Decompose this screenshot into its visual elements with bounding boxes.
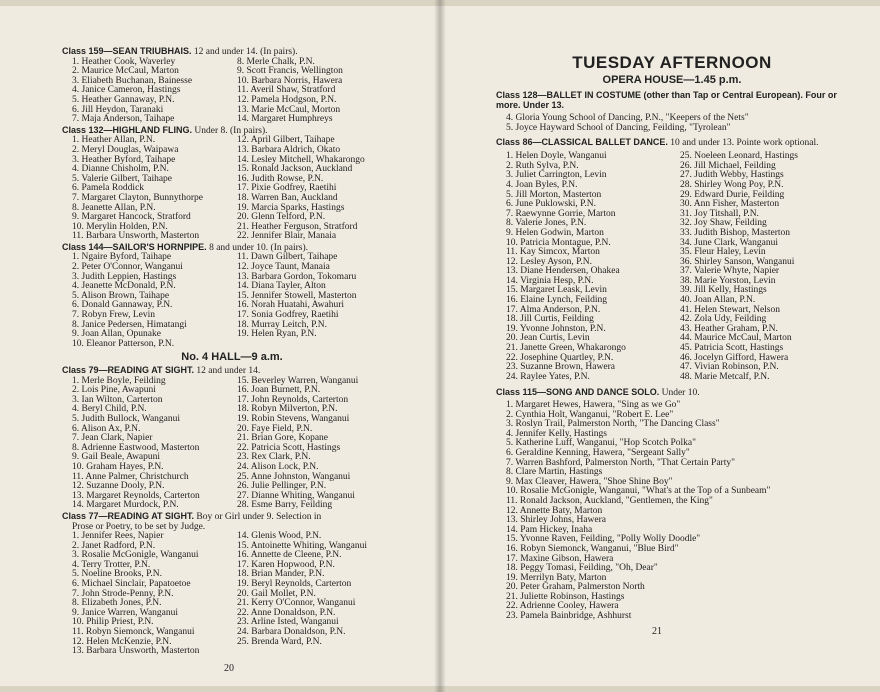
entry-column-2 — [227, 532, 402, 657]
entry-item: 11. Barbara Unsworth, Masterton — [72, 231, 200, 242]
entry-item: 19. Marcia Sparks, Hastings — [237, 202, 345, 213]
entry-item: 2. Maurice McCaul, Marton — [72, 66, 179, 77]
entry-item: 13. Barbara Aldrich, Okato — [237, 144, 341, 155]
entry-item: 21. Janette Green, Whakarongo — [506, 343, 626, 354]
entry-item: 34. June Clark, Wanganui — [680, 237, 779, 248]
entry-item: 21. Kerry O'Connor, Wanganui — [237, 598, 356, 609]
entry-item: 28. Shirley Wong Poy, P.N. — [680, 179, 784, 190]
entry-item: 8. Janice Pedersen, Himatangi — [72, 319, 187, 330]
entry-item: 28. Esme Barry, Feilding — [237, 500, 333, 511]
entry-item: 4. Beryl Child, P.N. — [72, 404, 147, 415]
entry-item: 12. Annette Baty, Marton — [506, 505, 603, 516]
entry-item: 3. Roslyn Trail, Palmerston North, "The Dancing Class" — [506, 419, 720, 430]
entry-item: 11. Kay Simcox, Marton — [506, 247, 600, 258]
entry-column-2 — [227, 377, 402, 511]
class-note: Under 10. — [659, 388, 700, 399]
entry-item: 22. Jennifer Blair, Manaia — [237, 231, 337, 242]
entry-item: 15. Antoinette Whiting, Wanganui — [237, 540, 368, 551]
class-title-text: Class 79—READING AT SIGHT. — [62, 365, 195, 375]
entry-item: 20. Peter Graham, Palmerston North — [506, 582, 645, 593]
entry-item: 7. Jean Clark, Napier — [72, 433, 153, 444]
entry-item: 16. Elaine Lynch, Feilding — [506, 295, 608, 306]
entry-item: 6. Jill Heydon, Taranaki — [72, 104, 164, 115]
entry-item: 10. Graham Hayes, P.N. — [72, 461, 164, 472]
class-title — [496, 388, 848, 399]
entry-item: 18. Brian Mander, P.N. — [237, 569, 325, 580]
entry-columns — [496, 152, 848, 382]
entry-item: 13. Marie McCaul, Morton — [237, 104, 341, 115]
entry-item: 13. Margaret Reynolds, Carterton — [72, 490, 200, 501]
entry-item: 16. Norah Huatahi, Awahuri — [237, 300, 345, 311]
entry-item: 2. Ruth Sylva, P.N. — [506, 160, 579, 171]
entry-item: 11. Averil Shaw, Stratford — [237, 85, 336, 96]
entry-item: 16. Annette de Cleene, P.N. — [237, 550, 342, 561]
entry-item: 1. Jennifer Rees, Napier — [72, 531, 164, 542]
page-number-left: 20 — [224, 663, 234, 674]
page-number-right: 21 — [652, 626, 662, 637]
entry-item: 2. Cynthia Holt, Wanganui, "Robert E. Lee" — [506, 409, 674, 420]
entry-item: 7. Raewynne Gorrie, Marton — [506, 208, 616, 219]
right-page-content — [496, 53, 848, 622]
entry-item: 18. Peggy Tomasi, Feilding, "Oh, Dear" — [506, 563, 658, 574]
class-title-text: Class 132—HIGHLAND FLING. — [62, 124, 193, 135]
class-title — [62, 366, 402, 377]
entry-item: 8. Jeanette Allan, P.N. — [72, 202, 156, 213]
entry-item: 15. Margaret Leask, Levin — [506, 285, 607, 296]
entry-item: 15. Jennifer Stowell, Masterton — [237, 290, 357, 301]
entry-item: 11. Dawn Gilbert, Taihape — [237, 252, 338, 263]
entry-item: 35. Fleur Haley, Levin — [680, 247, 766, 258]
entry-item: 10. Barbara Norris, Hawera — [237, 75, 343, 86]
entry-item: 3. Rosalie McGonigle, Wanganui — [72, 550, 199, 561]
day-heading: TUESDAY AFTERNOON — [572, 53, 772, 72]
entry-item: 5. Judith Bullock, Wanganui — [72, 413, 181, 424]
entry-item: 5. Valerie Gilbert, Taihape — [72, 173, 173, 184]
entry-item: 23. Suzanne Brown, Hawera — [506, 362, 615, 373]
entry-item: 15. Beverley Warren, Wanganui — [237, 375, 359, 386]
entry-item: 21. Heather Ferguson, Stratford — [237, 221, 358, 232]
entry-item: 23. Arline Isted, Wanganui — [237, 617, 339, 628]
entry-item: 22. Josephine Quartley, P.N. — [506, 352, 614, 363]
entry-item: 11. Anne Palmer, Christchurch — [72, 471, 189, 482]
entry-item: 24. Barbara Donaldson, P.N. — [237, 627, 346, 638]
entry-item: 14. Lesley Mitchell, Whakarongo — [237, 154, 365, 165]
entry-columns — [62, 136, 402, 242]
entry-item: 8. Merle Chalk, P.N. — [237, 56, 315, 67]
entry-item: 33. Judith Bishop, Masterton — [680, 227, 791, 238]
class-note: Under 8. (In pairs). — [192, 125, 268, 136]
entry-column-1 — [62, 253, 227, 349]
entry-item: 7. Margaret Clayton, Bunnythorpe — [72, 192, 203, 203]
entry-item: 13. Barbara Unsworth, Masterton — [72, 646, 200, 657]
entry-item: 48. Marie Metcalf, P.N. — [680, 371, 770, 382]
entry-item: 19. Yvonne Johnston, P.N. — [506, 323, 606, 334]
entry-item: 1. Heather Cook, Waverley — [72, 56, 176, 67]
entry-item: 2. Janet Radford, P.N. — [72, 540, 156, 551]
entry-item: 9. Gail Beale, Awapuni — [72, 452, 161, 463]
entry-item: 37. Valerie Whyte, Napier — [680, 266, 780, 277]
entry-item: 17. Karen Hopwood, P.N. — [237, 559, 335, 570]
entry-item: 29. Edward Durie, Feilding — [680, 189, 785, 200]
entry-item: 25. Noeleen Leonard, Hastings — [680, 151, 798, 162]
entry-item: 17. John Reynolds, Carterton — [237, 394, 349, 405]
entry-item: 3. Ian Wilton, Carterton — [72, 394, 163, 405]
entry-item: 41. Helen Stewart, Nelson — [680, 304, 780, 315]
venue-heading: OPERA HOUSE—1.45 p.m. — [602, 73, 742, 86]
entry-item: 6. Geraldine Kenning, Hawera, "Sergeant Sally" — [506, 447, 690, 458]
entry-item: 45. Patricia Scott, Hastings — [680, 343, 784, 354]
entry-item: 23. Rex Clark, P.N. — [237, 452, 311, 463]
entry-item: 12. April Gilbert, Taihape — [237, 135, 335, 146]
entry-item: 15. Yvonne Raven, Feilding, "Polly Wolly Doodle" — [506, 534, 701, 545]
entry-item: 12. Suzanne Dooly, P.N. — [72, 481, 165, 492]
right-page — [440, 6, 880, 686]
entry-item: 30. Ann Fisher, Masterton — [680, 199, 780, 210]
entry-item: 3. Juliet Carrington, Levin — [506, 170, 607, 181]
entry-column-1 — [62, 136, 227, 242]
entry-item: 19. Robin Stevens, Wanganui — [237, 413, 350, 424]
entry-item: 14. Virginia Hesp, P.N. — [506, 275, 594, 286]
entry-item: 2. Meryl Douglas, Waipawa — [72, 144, 179, 155]
entry-item: 16. Joan Burnett, P.N. — [237, 385, 321, 396]
class-title-text: Class 128—BALLET IN COSTUME — [496, 90, 642, 101]
entry-item: 23. Pamela Bainbridge, Ashhurst — [506, 611, 632, 622]
entry-item: 18. Robyn Milverton, P.N. — [237, 404, 338, 415]
entry-item: 6. Donald Gannaway, P.N. — [72, 300, 173, 311]
entry-item: 10. Rosalie McGonigle, Wanganui, "What's at the Top of a Sunbeam" — [506, 486, 771, 497]
class-note: (other than Tap or Central European). Four or more. Under 13. — [496, 90, 837, 110]
entry-item: 4. Joan Byles, P.N. — [506, 179, 578, 190]
entry-item: 22. Adrienne Cooley, Hawera — [506, 601, 619, 612]
entry-item: 20. Glenn Telford, P.N. — [237, 212, 326, 223]
entry-item: 31. Joy Titshall, P.N. — [680, 208, 759, 219]
entry-item: 10. Eleanor Patterson, P.N. — [72, 338, 175, 349]
entry-item: 18. Murray Leitch, P.N. — [237, 319, 327, 330]
entry-item: 7. John Strode-Penny, P.N. — [72, 588, 174, 599]
class-title-text: Class 86—CLASSICAL BALLET DANCE. — [496, 136, 668, 147]
entry-item: 4. Terry Trotter, P.N. — [72, 559, 151, 570]
entry-item: 10. Philip Priest, P.N. — [72, 617, 154, 628]
entry-item: 40. Joan Allan, P.N. — [680, 295, 756, 306]
entry-item: 7. Warren Bashford, Palmerston North, "That Certain Party" — [506, 457, 735, 468]
entry-item: 14. Diana Tayler, Alton — [237, 281, 326, 292]
entry-item: 2. Lois Pine, Awapuni — [72, 385, 156, 396]
entry-item: 8. Clare Martin, Hastings — [506, 467, 603, 478]
entry-item: 20. Gail Mollet, P.N. — [237, 588, 316, 599]
entry-item: 44. Maurice McCaul, Marton — [680, 333, 792, 344]
class-title-text: Class 159—SEAN TRIUBHAIS. — [62, 46, 192, 56]
entry-item: 4. Gloria Young School of Dancing, P.N., "Keepers of the Nets" — [506, 113, 749, 124]
entry-item: 27. Judith Webby, Hastings — [680, 170, 784, 181]
entry-item: 12. Helen McKenzie, P.N. — [72, 636, 172, 647]
entry-item: 6. Michael Sinclair, Papatoetoe — [72, 579, 191, 590]
entry-item: 22. Patricia Scott, Hastings — [237, 442, 341, 453]
entry-columns — [62, 58, 402, 125]
entry-item: 9. Joan Allan, Opunake — [72, 329, 161, 340]
entry-item: 13. Diane Hendersen, Ohakea — [506, 266, 620, 277]
entry-column-2 — [227, 136, 402, 242]
entry-item: 1. Ngaire Byford, Taihape — [72, 252, 172, 263]
entry-item: 42. Zola Udy, Feilding — [680, 314, 767, 325]
entry-item: 17. Pixie Godfrey, Raetihi — [237, 183, 337, 194]
entry-item: 14. Pam Hickey, Inaha — [506, 524, 593, 535]
entry-item: 14. Margaret Humphreys — [237, 114, 333, 125]
entry-item: 24. Raylee Yates, P.N. — [506, 371, 590, 382]
book-gutter — [434, 0, 446, 692]
entry-item: 3. Heather Byford, Taihape — [72, 154, 176, 165]
entry-item: 32. Joy Shaw, Feilding — [680, 218, 767, 229]
entry-item: 47. Vivian Robinson, P.N. — [680, 362, 779, 373]
class-title — [62, 47, 402, 58]
entry-column-2 — [227, 253, 402, 349]
class-title-text: Class 144—SAILOR'S HORNPIPE. — [62, 241, 207, 252]
entry-item: 4. Jennifer Kelly, Hastings — [506, 428, 607, 439]
entry-item: 46. Jocelyn Gifford, Hawera — [680, 352, 789, 363]
entry-item: 5. Jill Morton, Masterton — [506, 189, 602, 200]
entry-item: 9. Scott Francis, Wellington — [237, 66, 343, 77]
left-page-content — [62, 46, 402, 657]
entry-item: 19. Beryl Reynolds, Carterton — [237, 579, 352, 590]
entry-item: 6. June Puklowski, P.N. — [506, 199, 596, 210]
entry-item: 22. Anne Donaldson, P.N. — [237, 607, 336, 618]
entry-item: 14. Glenis Wood, P.N. — [237, 531, 322, 542]
entry-item: 9. Janice Warren, Wanganui — [72, 607, 179, 618]
entry-column-2 — [227, 58, 402, 125]
entry-columns — [62, 377, 402, 511]
entry-item: 4. Dianne Chisholm, P.N. — [72, 164, 169, 175]
class-title — [62, 512, 402, 523]
entry-item: 8. Elizabeth Jones, P.N. — [72, 598, 162, 609]
class-title — [496, 138, 848, 149]
entry-item: 8. Valerie Jones, P.N. — [506, 218, 587, 229]
entry-item: 18. Warren Ban, Auckland — [237, 192, 338, 203]
entry-item: 18. Jill Curtis, Feilding — [506, 314, 594, 325]
entry-item: 12. Pamela Hodgson, P.N. — [237, 94, 337, 105]
entry-item: 4. Janice Cameron, Hastings — [72, 85, 181, 96]
entry-item: 25. Brenda Ward, P.N. — [237, 636, 322, 647]
entry-item: 21. Brian Gore, Kopane — [237, 433, 329, 444]
entry-item: 10. Patricia Montague, P.N. — [506, 237, 611, 248]
entry-item: 5. Katherine Luff, Wanganui, "Hop Scotch Polka" — [506, 438, 697, 449]
entry-item: 9. Margaret Hancock, Stratford — [72, 212, 191, 223]
entry-item: 11. Robyn Siemonck, Wanganui — [72, 627, 195, 638]
entry-item: 27. Dianne Whiting, Wanganui — [237, 490, 355, 501]
entry-item: 20. Jean Curtis, Levin — [506, 333, 590, 344]
entry-item: 20. Faye Field, P.N. — [237, 423, 313, 434]
entry-item: 10. Merylin Holden, P.N. — [72, 221, 168, 232]
entry-item: 17. Sonia Godfrey, Raetihi — [237, 310, 339, 321]
entry-item: 3. Eliabeth Buchanan, Bainesse — [72, 75, 193, 86]
entry-item: 16. Robyn Siemonck, Wanganui, "Blue Bird" — [506, 543, 679, 554]
entry-column-2 — [670, 152, 848, 382]
entry-item: 24. Alison Lock, P.N. — [237, 461, 319, 472]
entry-item: 13. Shirley Johns, Hawera — [506, 515, 606, 526]
entry-item: 1. Heather Allan, P.N. — [72, 135, 156, 146]
class-note: Boy or Girl under 9. Selection in — [194, 511, 322, 522]
class-note: 12 and under 14. (In pairs). — [191, 47, 298, 57]
entry-item: 43. Heather Graham, P.N. — [680, 323, 778, 334]
class-note: 12 and under 14. — [194, 366, 261, 376]
entry-item: 9. Helen Godwin, Marton — [506, 227, 604, 238]
class-subnote: Prose or Poetry, to be set by Judge. — [72, 521, 206, 532]
entry-column-1 — [496, 152, 670, 382]
class-title-text: Class 77—READING AT SIGHT. — [62, 510, 195, 521]
class-note: 8 and under 10. (In pairs). — [206, 242, 308, 253]
left-page — [0, 6, 440, 686]
entry-item: 19. Helen Ryan, P.N. — [237, 329, 317, 340]
entry-columns — [62, 532, 402, 657]
entry-item: 9. Max Cleaver, Hawera, "Shoe Shine Boy" — [506, 476, 673, 487]
entry-item: 6. Pamela Roddick — [72, 183, 145, 194]
entry-item: 38. Marie Yorston, Levin — [680, 275, 776, 286]
class-note: 10 and under 13. Pointe work optional. — [667, 137, 819, 148]
entry-item: 26. Jill Michael, Feilding — [680, 160, 776, 171]
entry-column-1 — [62, 58, 227, 125]
entry-item: 7. Robyn Frew, Levin — [72, 310, 156, 321]
entry-item: 5. Heather Gannaway, P.N. — [72, 94, 175, 105]
entry-item: 11. Ronald Jackson, Auckland, "Gentlemen, the King" — [506, 495, 713, 506]
entry-item: 14. Margaret Murdock, P.N. — [72, 500, 179, 511]
entry-item: 26. Julie Pellinger, P.N. — [237, 481, 327, 492]
entry-item: 36. Shirley Sanson, Wanganui — [680, 256, 795, 267]
entry-item: 1. Helen Doyle, Wanganui — [506, 151, 607, 162]
entry-item: 5. Joyce Hayward School of Dancing, Feilding, "Tyrolean" — [506, 122, 731, 133]
entry-item: 25. Anne Johnston, Wanganui — [237, 471, 351, 482]
entry-item: 6. Alison Ax, P.N. — [72, 423, 141, 434]
entry-item: 16. Judith Rowse, P.N. — [237, 173, 324, 184]
entry-item: 1. Merle Boyle, Feilding — [72, 375, 166, 386]
entry-item: 5. Alison Brown, Taihape — [72, 290, 170, 301]
class-title-text: Class 115—SONG AND DANCE SOLO. — [496, 387, 660, 398]
entry-item: 12. Joyce Taunt, Manaia — [237, 262, 330, 273]
entry-item: 17. Maxine Gibson, Hawera — [506, 553, 614, 564]
entry-item: 2. Peter O'Connor, Wanganui — [72, 262, 183, 273]
entry-columns — [62, 253, 402, 349]
entry-item: 5. Noeline Brooks, P.N. — [72, 569, 162, 580]
entry-column-1 — [62, 377, 227, 511]
entry-item: 13. Barbara Gordon, Tokomaru — [237, 271, 357, 282]
entry-column-1 — [62, 532, 227, 657]
entry-item: 12. Lesley Ayson, P.N. — [506, 256, 592, 267]
entry-item: 3. Judith Leppien, Hastings — [72, 271, 177, 282]
entry-item: 1. Margaret Hewes, Hawera, "Sing as we Go" — [506, 400, 681, 410]
entry-item: 4. Jeanette McDonald, P.N. — [72, 281, 176, 292]
class-title — [496, 91, 848, 110]
hall-heading: No. 4 HALL—9 a.m. — [181, 351, 283, 364]
entry-item: 39. Jill Kelly, Hastings — [680, 285, 767, 296]
entry-item: 19. Merrilyn Baty, Marton — [506, 572, 607, 583]
entry-item: 21. Juliette Robinson, Hastings — [506, 591, 625, 602]
entry-item: 8. Adrienne Eastwood, Masterton — [72, 442, 200, 453]
entry-item: 7. Maja Anderson, Taihape — [72, 114, 175, 125]
entry-item: 17. Alma Anderson, P.N. — [506, 304, 601, 315]
entry-item: 15. Ronald Jackson, Auckland — [237, 164, 353, 175]
